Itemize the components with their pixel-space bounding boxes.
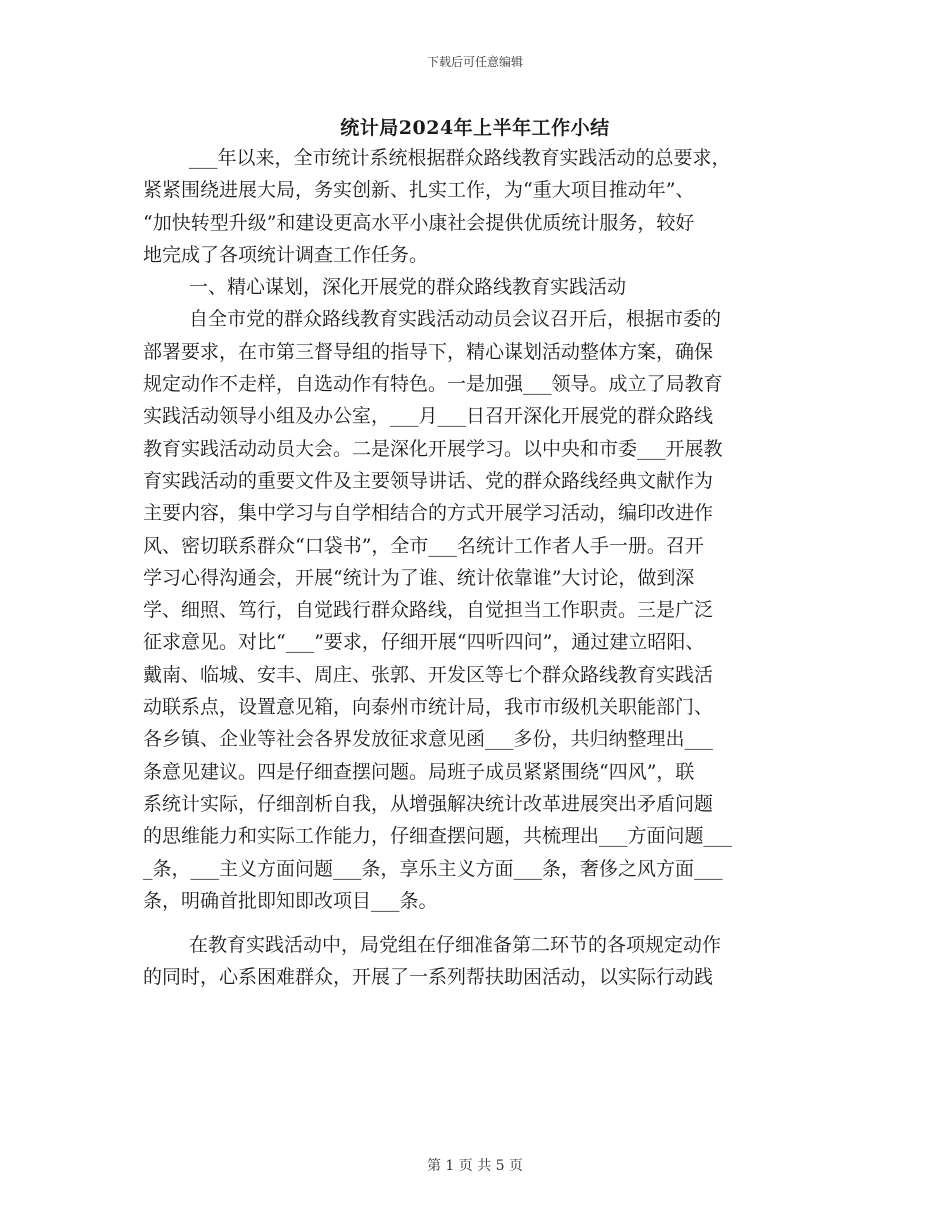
paragraph-line: 的同时，心系困难群众，开展了一系列帮扶助困活动，以实际行动践 (143, 966, 714, 989)
paragraph-line: 自全市党的群众路线教育实践活动动员会议召开后，根据市委的 (189, 308, 722, 331)
section-heading: 一、精心谋划，深化开展党的群众路线教育实践活动 (189, 276, 627, 299)
paragraph-line: ___年以来，全市统计系统根据群众路线教育实践活动的总要求， (189, 147, 731, 169)
paragraph-line: 地完成了各项统计调查工作任务。 (143, 243, 429, 266)
paragraph-line: _条，___主义方面问题___条，享乐主义方面___条，奢侈之风方面___ (143, 857, 723, 880)
document-body (143, 142, 815, 994)
paragraph-line: 主要内容，集中学习与自学相结合的方式开展学习活动，编印改进作 (143, 502, 714, 525)
paragraph-line: 系统计实际，仔细剖析自我，从增强解决统计改革进展突出矛盾问题 (143, 792, 714, 815)
paragraph-line: 学、细照、笃行，自觉践行群众路线，自觉担当工作职责。三是广泛 (143, 599, 714, 622)
paragraph-line: 部署要求，在市第三督导组的指导下，精心谋划活动整体方案，确保 (143, 340, 714, 363)
document-title: 统计局2024年上半年工作小结 (340, 117, 610, 139)
paragraph-line: 紧紧围绕进展大局，务实创新、扎实工作，为“重大项目推动年”、 (143, 179, 695, 202)
paragraph-line: 戴南、临城、安丰、周庄、张郭、开发区等七个群众路线教育实践活 (143, 663, 714, 686)
paragraph-line: 实践活动领导小组及办公室，___月___日召开深化开展党的群众路线 (143, 405, 714, 428)
header-note: 下载后可任意编辑 (426, 55, 523, 69)
paragraph-gap (143, 917, 815, 929)
paragraph-line: 规定动作不走样，自选动作有特色。一是加强___领导。成立了局教育 (143, 373, 723, 396)
paragraph-line: 风、密切联系群众“口袋书”，全市___名统计工作者人手一册。召开 (143, 534, 704, 557)
paragraph-line: 条意见建议。四是仔细查摆问题。局班子成员紧紧围绕“四风”，联 (143, 760, 695, 783)
paragraph-line: 学习心得沟通会，开展“统计为了谁、统计依靠谁”大讨论，做到深 (143, 566, 695, 589)
paragraph-line: 征求意见。对比“___”要求，仔细开展“四听四问”，通过建立昭阳、 (143, 631, 705, 654)
paragraph-line: 育实践活动的重要文件及主要领导讲话、党的群众路线经典文献作为 (143, 469, 714, 492)
paragraph-line: 各乡镇、企业等社会各界发放征求意见函___多份，共归纳整理出___ (143, 728, 714, 751)
page-indicator: 第 1 页 共 5 页 (426, 1158, 524, 1174)
paragraph-line: “加快转型升级”和建设更高水平小康社会提供优质统计服务，较好 (143, 211, 695, 234)
paragraph-line: 条，明确首批即知即改项目___条。 (143, 889, 438, 912)
paragraph-line: 动联系点，设置意见箱，向泰州市统计局，我市市级机关职能部门、 (143, 696, 714, 719)
paragraph-line: 的思维能力和实际工作能力，仔细查摆问题，共梳理出___方面问题___ (143, 825, 733, 848)
paragraph-line: 教育实践活动动员大会。二是深化开展学习。以中央和市委___开展教 (143, 437, 723, 460)
paragraph-line: 在教育实践活动中，局党组在仔细准备第二环节的各项规定动作 (189, 934, 722, 957)
